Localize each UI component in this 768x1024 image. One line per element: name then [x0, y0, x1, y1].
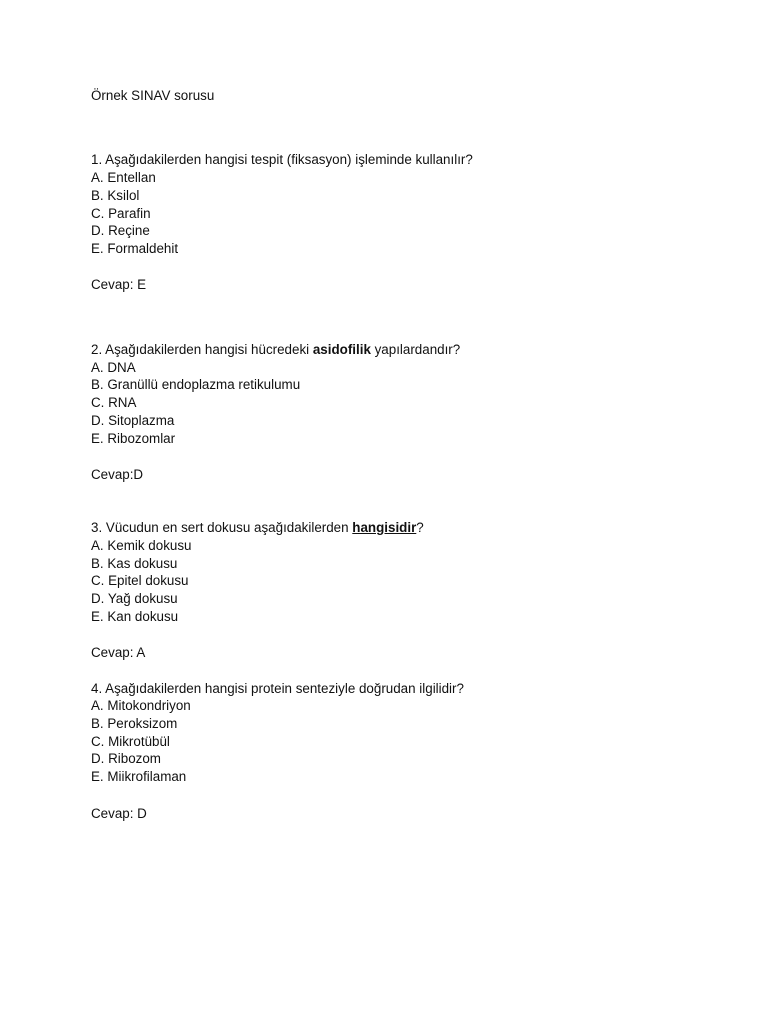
question-4-answer: Cevap: D: [91, 806, 147, 821]
question-3-stem-start: 3. Vücudun en sert dokusu aşağıdakilerden: [91, 520, 353, 535]
question-2-stem-emphasis: asidofilik: [312, 342, 371, 357]
document-title: Örnek SINAV sorusu: [91, 88, 215, 103]
question-4-option-c: C. Mikrotübül: [91, 734, 170, 749]
question-3-option-e: E. Kan dokusu: [91, 609, 179, 624]
question-2-option-d: D. Sitoplazma: [91, 413, 175, 428]
question-3-stem-emphasis: hangisidir: [352, 520, 417, 535]
question-2-option-b: B. Granüllü endoplazma retikulumu: [91, 377, 301, 392]
question-2-stem-start: 2. Aşağıdakilerden hangisi hücredeki: [91, 342, 313, 357]
question-4-stem: 4. Aşağıdakilerden hangisi protein senteziyle doğrudan ilgilidir?: [91, 681, 464, 696]
question-1-option-c: C. Parafin: [91, 206, 151, 221]
question-4-option-a: A. Mitokondriyon: [91, 698, 191, 713]
question-1-answer: Cevap: E: [91, 277, 147, 292]
question-4-option-e: E. Miikrofilaman: [91, 769, 187, 784]
question-3-option-b: B. Kas dokusu: [91, 556, 178, 571]
question-2-stem: [91, 341, 460, 359]
question-2-option-a: A. DNA: [91, 360, 136, 375]
question-3-stem-end: ?: [416, 520, 424, 535]
question-3-stem: [91, 519, 424, 537]
question-2-option-e: E. Ribozomlar: [91, 431, 176, 446]
question-1-stem: 1. Aşağıdakilerden hangisi tespit (fiksasyon) işleminde kullanılır?: [91, 152, 473, 167]
question-3-answer: Cevap: A: [91, 645, 146, 660]
question-3-option-c: C. Epitel dokusu: [91, 573, 189, 588]
question-3-option-d: D. Yağ dokusu: [91, 591, 178, 606]
question-2-stem-end: yapılardandır?: [370, 342, 461, 357]
question-4-option-d: D. Ribozom: [91, 751, 161, 766]
question-1-option-d: D. Reçine: [91, 223, 150, 238]
question-1-option-e: E. Formaldehit: [91, 241, 179, 256]
question-2-option-c: C. RNA: [91, 395, 137, 410]
question-1-option-a: A. Entellan: [91, 170, 156, 185]
question-4-option-b: B. Peroksizom: [91, 716, 178, 731]
question-2-answer: Cevap:D: [91, 467, 144, 482]
question-3-option-a: A. Kemik dokusu: [91, 538, 192, 553]
question-1-option-b: B. Ksilol: [91, 188, 140, 203]
